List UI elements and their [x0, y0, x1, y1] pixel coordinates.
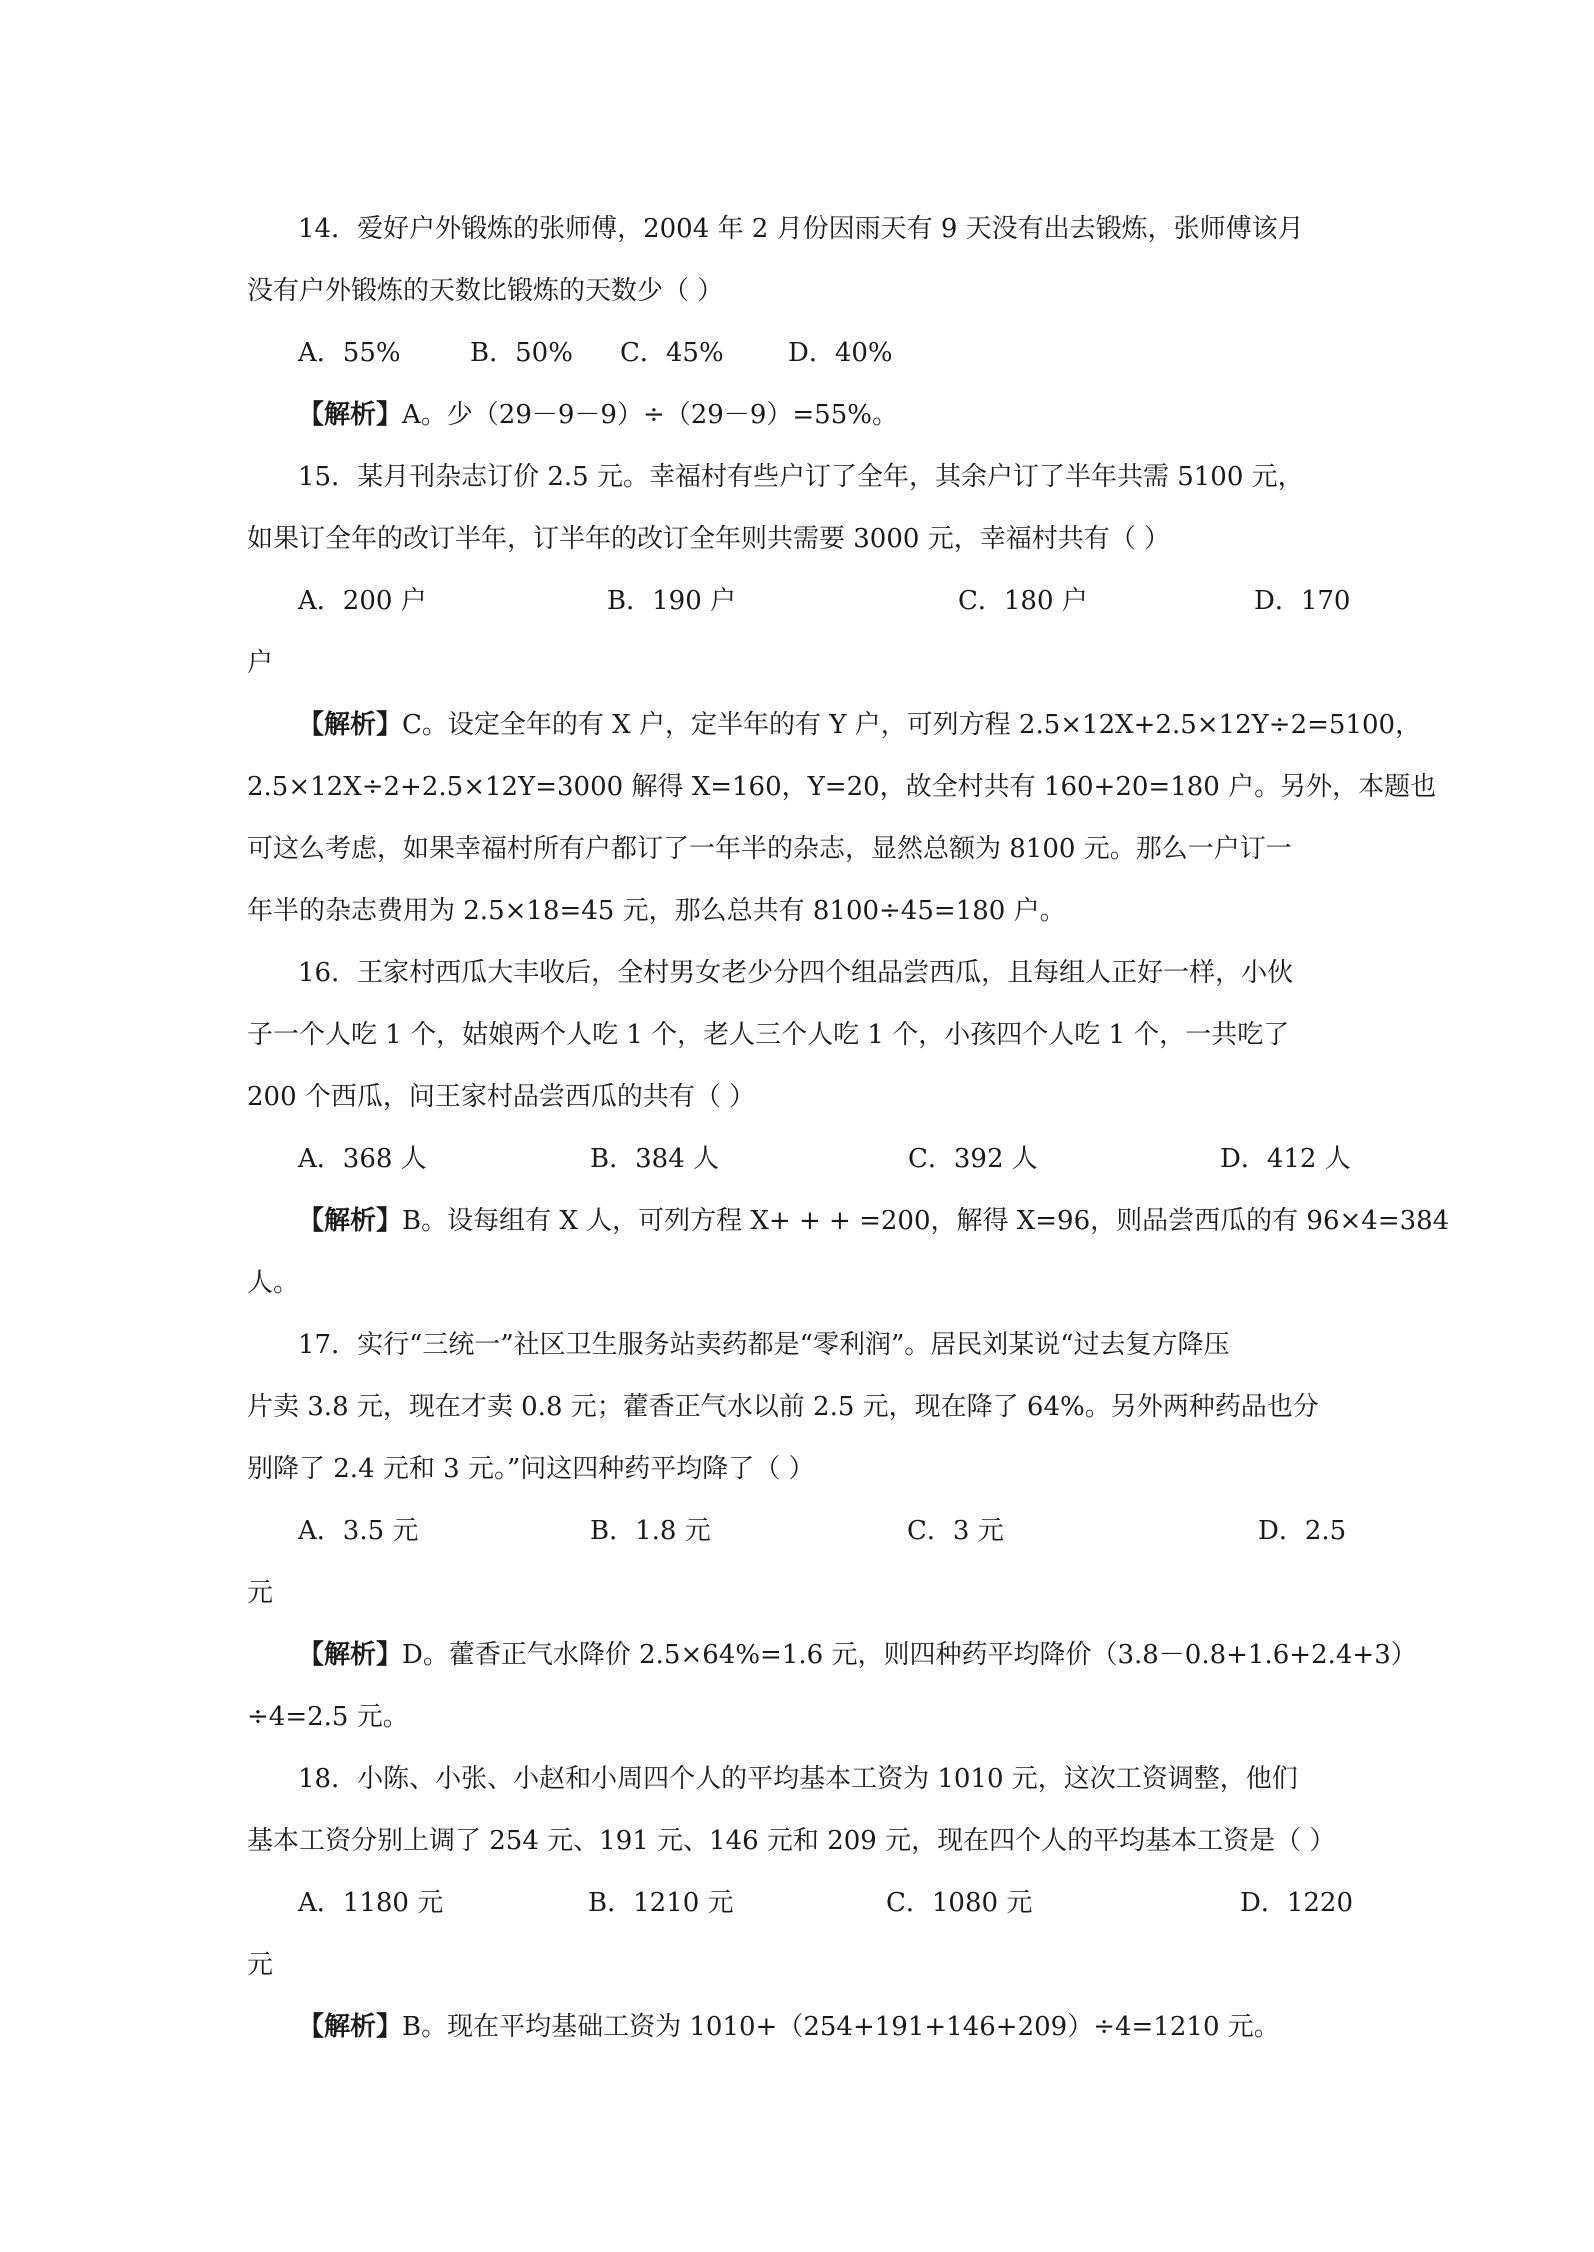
question-18-option-a: A．1180 元: [298, 1888, 444, 1918]
question-16-solution-line-1: B。设每组有 X 人，可列方程 X+ + + =200，解得 X=96，则品尝西瓜的有 96×4=384: [402, 1206, 1450, 1236]
question-17-stem-line-1: 17．实行“三统一”社区卫生服务站卖药都是“零利润”。居民刘某说“过去复方降压: [298, 1330, 1230, 1360]
question-15-solution-line-2: 2.5×12X÷2+2.5×12Y=3000 解得 X=160，Y=20，故全村共有 160+20=180 户。另外，本题也: [247, 772, 1437, 802]
question-16-option-b: B．384 人: [590, 1144, 719, 1174]
question-16-solution: [298, 1204, 1450, 1238]
question-14-option-d: D．40%: [788, 338, 893, 368]
question-14-option-c: C．45%: [620, 338, 724, 368]
question-15-option-a: A．200 户: [298, 586, 427, 616]
question-17-option-b: B．1.8 元: [590, 1516, 711, 1546]
question-15-solution: [298, 708, 1422, 742]
question-18-option-b: B．1210 元: [588, 1888, 734, 1918]
question-15-solution-line-1: C。设定全年的有 X 户，定半年的有 Y 户，可列方程 2.5×12X+2.5×12Y÷2=5100，: [402, 710, 1422, 740]
question-18-option-c: C．1080 元: [886, 1888, 1033, 1918]
question-15-option-d-wrap: 户: [247, 648, 274, 678]
question-15-solution-line-3: 可这么考虑，如果幸福村所有户都订了一年半的杂志，显然总额为 8100 元。那么一户订一: [247, 834, 1292, 864]
question-14-solution-line-1: A。少（29－9－9）÷（29－9）=55%。: [402, 400, 898, 430]
solution-label: 【解析】: [298, 1640, 403, 1670]
solution-label: 【解析】: [298, 710, 403, 740]
question-16-solution-line-2: 人。: [247, 1268, 300, 1298]
question-16-stem-line-2: 子一个人吃 1 个，姑娘两个人吃 1 个，老人三个人吃 1 个，小孩四个人吃 1 个，一共吃了: [247, 1020, 1290, 1050]
question-16-option-a: A．368 人: [298, 1144, 427, 1174]
question-18-option-d-wrap: 元: [247, 1950, 274, 1980]
question-15-stem-line-1: 15．某月刊杂志订价 2.5 元。幸福村有些户订了全年，其余户订了半年共需 5100 元，: [298, 462, 1304, 492]
question-16-option-c: C．392 人: [908, 1144, 1038, 1174]
question-16-stem-line-3: 200 个西瓜，问王家村品尝西瓜的共有（ ）: [247, 1082, 756, 1112]
question-16-stem-line-1: 16．王家村西瓜大丰收后，全村男女老少分四个组品尝西瓜，且每组人正好一样，小伙: [298, 958, 1294, 988]
question-18-solution-line-1: B。现在平均基础工资为 1010+（254+191+146+209）÷4=1210 元。: [402, 2012, 1280, 2042]
question-14-stem-line-1: 14．爱好户外锻炼的张师傅，2004 年 2 月份因雨天有 9 天没有出去锻炼，张师傅该月: [298, 214, 1304, 244]
question-17-option-d: D．2.5: [1258, 1516, 1347, 1546]
question-18-stem-line-2: 基本工资分别上调了 254 元、191 元、146 元和 209 元，现在四个人的平均基本工资是（ ）: [247, 1826, 1336, 1856]
solution-label: 【解析】: [298, 2012, 403, 2042]
question-17-solution-line-2: ÷4=2.5 元。: [247, 1702, 409, 1732]
question-15-stem-line-2: 如果订全年的改订半年，订半年的改订全年则共需要 3000 元，幸福村共有（ ）: [247, 524, 1170, 554]
question-18-option-d: D．1220: [1240, 1888, 1354, 1918]
question-17-stem-line-3: 别降了 2.4 元和 3 元。”问这四种药平均降了（ ）: [247, 1454, 815, 1484]
question-17-option-c: C．3 元: [907, 1516, 1004, 1546]
question-14-option-a: A．55%: [298, 338, 401, 368]
question-17-option-a: A．3.5 元: [298, 1516, 419, 1546]
question-14-stem-line-2: 没有户外锻炼的天数比锻炼的天数少（ ）: [247, 276, 724, 306]
question-14-option-b: B．50%: [470, 338, 573, 368]
question-15-option-c: C．180 户: [958, 586, 1088, 616]
question-15-solution-line-4: 年半的杂志费用为 2.5×18=45 元，那么总共有 8100÷45=180 户。: [247, 896, 1066, 926]
solution-label: 【解析】: [298, 1206, 403, 1236]
question-17-solution-line-1: D。藿香正气水降价 2.5×64%=1.6 元，则四种药平均降价（3.8－0.8+1.6+2.4+3）: [402, 1640, 1417, 1670]
question-17-stem-line-2: 片卖 3.8 元，现在才卖 0.8 元；藿香正气水以前 2.5 元，现在降了 64%。另外两种药品也分: [247, 1392, 1319, 1422]
question-14-solution: [298, 398, 1398, 432]
question-17-option-d-wrap: 元: [247, 1578, 274, 1608]
question-18-solution: [298, 2010, 1398, 2044]
solution-label: 【解析】: [298, 400, 403, 430]
question-17-solution: [298, 1638, 1417, 1672]
question-16-option-d: D．412 人: [1220, 1144, 1351, 1174]
question-15-option-b: B．190 户: [607, 586, 736, 616]
question-15-option-d: D．170: [1254, 586, 1351, 616]
question-18-stem-line-1: 18．小陈、小张、小赵和小周四个人的平均基本工资为 1010 元，这次工资调整，他们: [298, 1764, 1298, 1794]
